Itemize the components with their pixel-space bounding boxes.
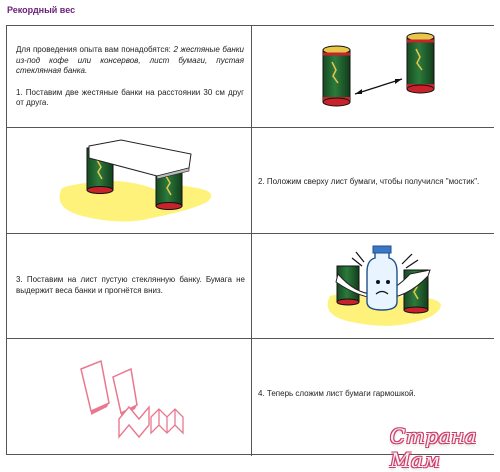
step-2-text-cell <box>252 128 495 234</box>
distance-arrow-icon <box>355 79 402 94</box>
scroll-edge <box>494 0 500 455</box>
step-3-image-cell <box>252 234 495 339</box>
materials-list: 2 жестяные банки из-под кофе или консервов, лист бумаги, пустая стеклянная банка. <box>16 45 245 75</box>
step-2-image-cell <box>7 128 252 234</box>
materials-intro: Для проведения опыта вам понадобятся: <box>16 45 174 54</box>
two-cans-illustration <box>252 26 495 128</box>
can-left-icon <box>323 46 350 106</box>
step-1-image-cell <box>252 26 495 128</box>
jar-on-paper-illustration <box>252 234 495 339</box>
glass-jar-icon <box>367 246 397 310</box>
folding-sheet-1-icon <box>81 361 109 415</box>
can-right-icon <box>407 33 434 93</box>
step-1-text-cell <box>7 26 252 128</box>
accordion-paper-illustration <box>7 339 252 456</box>
page-title: Рекордный вес <box>7 5 76 15</box>
step-2-instruction: 2. Положим сверху лист бумаги, чтобы получился "мостик". <box>258 177 480 186</box>
step-1-text <box>16 45 244 109</box>
folding-sheet-2-icon <box>113 369 137 417</box>
step-4-image-cell <box>7 339 252 456</box>
step-1-instruction: 1. Поставим две жестяные банки на расстоянии 30 см друг от друга. <box>16 87 244 107</box>
step-3-instruction: 3. Поставим на лист пустую стеклянную банку. Бумага не выдержит веса банки и прогнётся вниз. <box>16 275 245 295</box>
site-watermark: Страна Мам <box>390 424 478 472</box>
accordion-fold-icon <box>151 409 183 433</box>
experiment-table <box>6 25 496 455</box>
step-4-instruction: 4. Теперь сложим лист бумаги гармошкой. <box>258 389 416 398</box>
step-3-text-cell <box>7 234 252 339</box>
paper-bridge-illustration <box>7 128 252 234</box>
